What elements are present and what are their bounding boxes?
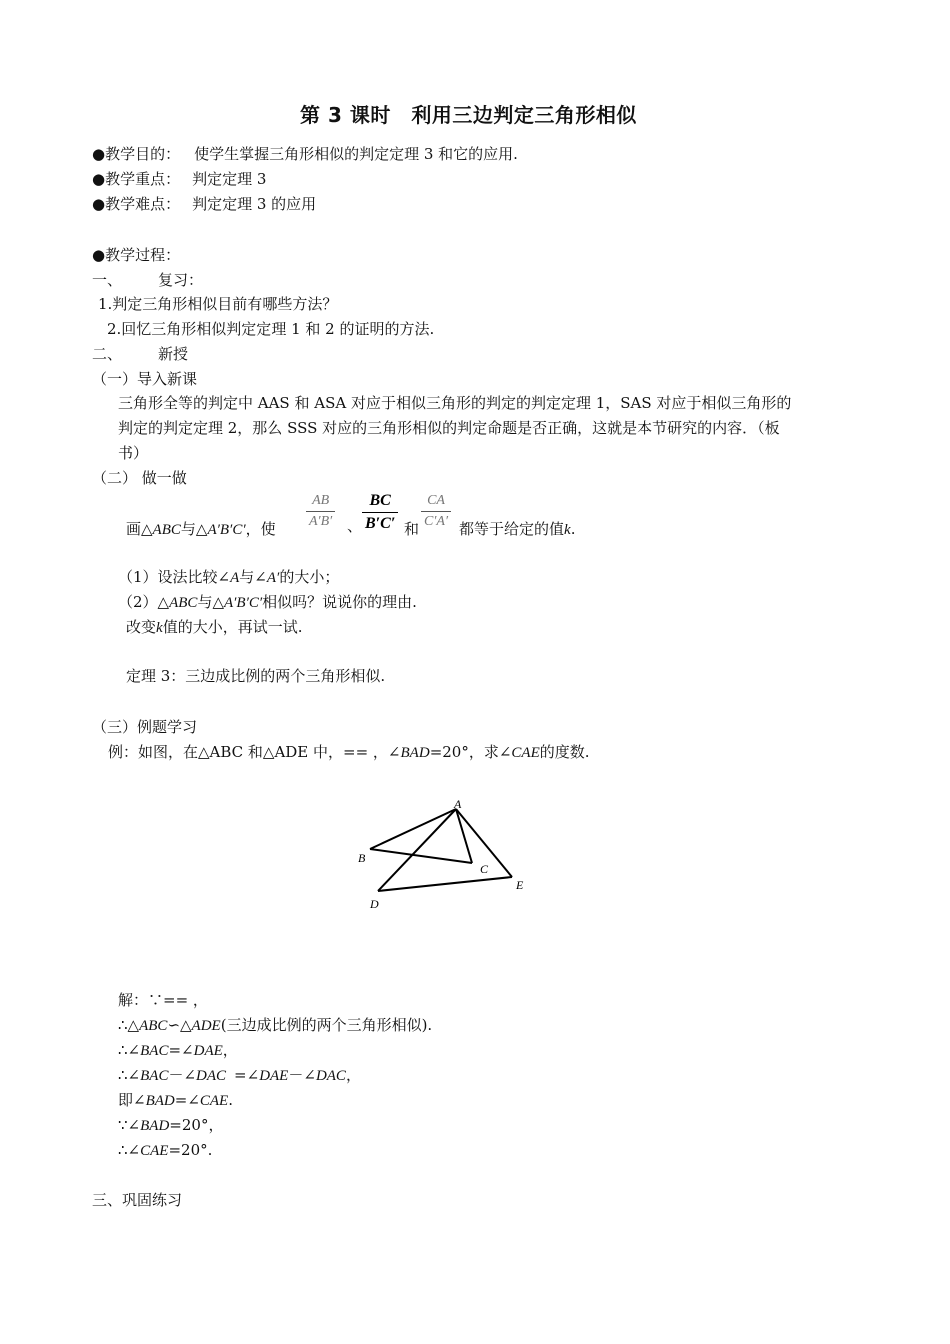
task-2-mid: 与△	[197, 593, 224, 611]
draw-instruction-end	[459, 522, 575, 538]
objective-difficulty	[92, 197, 316, 212]
solution-line-5	[118, 1093, 233, 1109]
solution-line-4-a: BAC	[140, 1068, 169, 1084]
page-title: 第 3 课时 利用三边判定三角形相似	[300, 103, 637, 127]
task-2	[118, 595, 417, 611]
process-label: ●教学过程：	[92, 246, 181, 264]
solution-line-4-b: DAC	[196, 1068, 227, 1084]
solution-line-5-a: BAD	[145, 1093, 175, 1109]
edge-bc	[370, 849, 472, 863]
task-1-end: 的大小；	[279, 568, 340, 586]
task-1-pre: （1）设法比较∠	[118, 568, 231, 586]
example-problem-cae: CAE	[511, 745, 540, 761]
task-3	[126, 620, 302, 636]
solution-line-5-end: .	[228, 1091, 234, 1109]
solution-line-3-pre: ∴∠	[118, 1041, 141, 1059]
solution-line-3-end: ，	[222, 1041, 238, 1059]
solution-line-4-c: DAE	[259, 1068, 289, 1084]
solution-line-4-pre: ∴∠	[118, 1066, 141, 1084]
solution-line-2-pre: ∴△	[118, 1016, 140, 1034]
fraction-ca	[421, 494, 451, 529]
theorem-3: 定理 3：三边成比例的两个三角形相似.	[126, 667, 386, 685]
vertex-label-d: D	[370, 897, 379, 911]
task-1-a2: A′	[266, 570, 280, 586]
solution-line-4-m3: －∠	[288, 1066, 316, 1084]
review-heading-text: 复习：	[158, 271, 204, 289]
draw-prefix: 画△	[126, 520, 153, 538]
solution-line-3-b: DAE	[193, 1043, 223, 1059]
difficulty-text: 判定定理 3 的应用	[192, 195, 317, 213]
draw-k: k	[564, 522, 571, 538]
vertex-label-e: E	[516, 878, 524, 892]
task-2-pre: （2）△	[118, 593, 170, 611]
solution-line-4-d: DAC	[315, 1068, 346, 1084]
solution-line-7-pre: ∴∠	[118, 1141, 141, 1159]
sep-1: 、	[347, 517, 363, 535]
example-problem	[108, 745, 590, 761]
solution-line-2-end: (三边成比例的两个三角形相似).	[220, 1016, 433, 1034]
solution-line-2-sim: ∽△	[167, 1016, 192, 1034]
task-1-mid: 与∠	[239, 568, 267, 586]
draw-abc: ABC	[152, 522, 181, 538]
review-heading-num: 一、	[92, 271, 123, 289]
solution-line-7-a: CAE	[140, 1143, 169, 1159]
solution-line-4-m1: －∠	[168, 1066, 197, 1084]
goal-text: 使学生掌握三角形相似的判定定理 3 和它的应用.	[194, 145, 518, 163]
example-problem-bad: BAD	[400, 745, 430, 761]
review-question-2: 2.回忆三角形相似判定定理 1 和 2 的证明的方法.	[107, 320, 435, 338]
solution-line-1: 解：∵== ，	[118, 991, 208, 1009]
triangle-figure	[350, 795, 540, 920]
difficulty-label: ●教学难点：	[92, 195, 181, 213]
key-text: 判定定理 3	[192, 170, 267, 188]
solution-line-6	[118, 1118, 223, 1134]
solution-line-3	[118, 1043, 238, 1059]
intro-line-3: 书）	[118, 444, 149, 462]
vertex-label-b: B	[358, 851, 366, 865]
objective-goal	[92, 147, 518, 162]
draw-instruction-start	[126, 522, 276, 538]
solution-line-7-end: =20°.	[168, 1141, 213, 1159]
new-lesson-heading-num: 二、	[92, 345, 123, 363]
intro-line-2: 判定的判定定理 2，那么 SSS 对应的三角形相似的判定命题是否正确，这就是本节研究的内容．（板	[118, 419, 780, 437]
vertex-label-a: A	[454, 797, 462, 811]
goal-label: ●教学目的：	[92, 145, 181, 163]
draw-make: ，使	[245, 520, 276, 538]
solution-line-3-a: BAC	[140, 1043, 169, 1059]
draw-mid: 与△	[180, 520, 208, 538]
fraction-ab-num: AB	[312, 493, 330, 508]
solution-line-4-m2: =∠	[234, 1066, 260, 1084]
new-lesson-heading-text: 新授	[158, 345, 189, 363]
solution-line-5-mid: =∠	[174, 1091, 200, 1109]
fraction-ab	[306, 494, 335, 529]
draw-end: .	[570, 520, 576, 538]
solution-line-6-pre: ∵∠	[118, 1116, 141, 1134]
fraction-bc-num: BC	[369, 492, 391, 509]
objective-key	[92, 172, 266, 187]
solution-line-6-end: =20°，	[169, 1116, 224, 1134]
draw-equal: 都等于给定的值	[459, 520, 565, 538]
solution-line-6-a: BAD	[140, 1118, 170, 1134]
review-heading	[92, 273, 203, 288]
task-3-pre: 改变	[126, 618, 157, 636]
key-label: ●教学重点：	[92, 170, 181, 188]
task-1	[118, 570, 339, 586]
task-3-k: k	[156, 620, 163, 636]
vertex-label-c: C	[480, 862, 489, 876]
task-1-a: A	[230, 570, 240, 586]
solution-line-3-mid: =∠	[168, 1041, 194, 1059]
solution-line-2	[118, 1018, 432, 1034]
solution-line-5-pre: 即∠	[118, 1091, 146, 1109]
example-problem-mid: =20°，求∠	[429, 743, 512, 761]
new-lesson-heading	[92, 347, 188, 362]
try-heading: （二） 做一做	[92, 469, 187, 487]
fraction-ab-den: A′B′	[306, 511, 335, 529]
task-2-abc: ABC	[169, 595, 198, 611]
fraction-ca-den: C′A′	[421, 511, 451, 529]
sep-2: 和	[404, 520, 420, 538]
solution-line-4-end: ，	[345, 1066, 361, 1084]
task-2-prime: A′B′C′	[223, 595, 263, 611]
draw-prime: A′B′C′	[207, 522, 246, 538]
task-3-end: 值的大小，再试一试.	[162, 618, 303, 636]
task-2-end: 相似吗？说说你的理由.	[262, 593, 417, 611]
intro-heading: （一）导入新课	[92, 370, 198, 388]
practice-heading: 三、巩固练习	[92, 1191, 183, 1209]
fraction-ca-num: CA	[427, 493, 445, 508]
intro-line-1: 三角形全等的判定中 AAS 和 ASA 对应于相似三角形的判定的判定定理 1，SAS 对应于相似三角形的	[118, 394, 792, 412]
edge-de	[378, 877, 512, 891]
solution-line-5-b: CAE	[199, 1093, 229, 1109]
example-heading: （三）例题学习	[92, 718, 198, 736]
solution-line-4	[118, 1068, 361, 1084]
edge-ac	[456, 809, 472, 863]
edge-ab	[370, 809, 456, 849]
fraction-bc	[362, 493, 398, 532]
review-question-1: 1.判定三角形相似目前有哪些方法？	[98, 295, 338, 313]
solution-line-2-ade: ADE	[191, 1018, 221, 1034]
fraction-bc-den: B′C′	[362, 512, 398, 532]
example-problem-end: 的度数.	[539, 743, 590, 761]
edge-ad	[378, 809, 456, 891]
solution-line-7	[118, 1143, 212, 1159]
example-problem-pre: 例：如图，在△ABC 和△ADE 中，== ，∠	[108, 743, 401, 761]
solution-line-2-abc: ABC	[139, 1018, 168, 1034]
